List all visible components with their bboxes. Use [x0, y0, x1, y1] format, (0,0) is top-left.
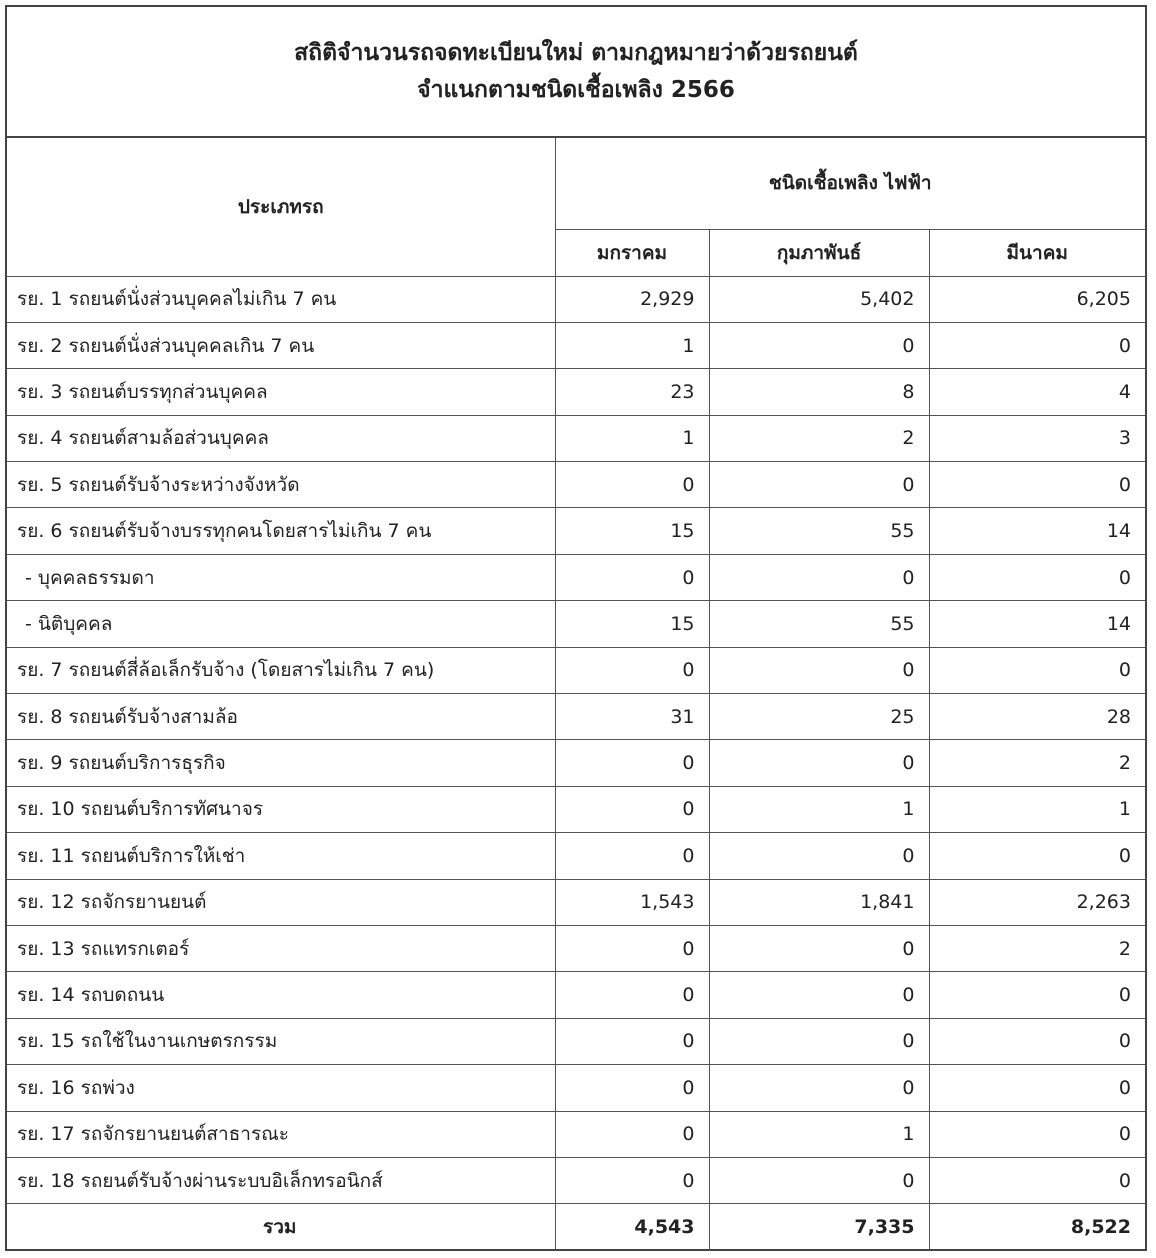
total-row — [7, 1204, 1145, 1250]
row-label: - บุคคลธรรมดา — [7, 554, 555, 600]
row-value: 0 — [929, 1018, 1145, 1064]
row-value: 2 — [929, 740, 1145, 786]
row-value: 0 — [555, 972, 709, 1018]
row-value: 8 — [709, 369, 929, 415]
row-label: รย. 4 รถยนต์สามล้อส่วนบุคคล — [7, 415, 555, 461]
fuel-type-header: ชนิดเชื้อเพลิง ไฟฟ้า — [555, 138, 1145, 229]
row-label: รย. 13 รถแทรกเตอร์ — [7, 925, 555, 971]
row-value: 0 — [555, 925, 709, 971]
row-value: 0 — [709, 554, 929, 600]
row-label: รย. 15 รถใช้ในงานเกษตรกรรม — [7, 1018, 555, 1064]
row-label: รย. 11 รถยนต์บริการให้เช่า — [7, 833, 555, 879]
row-value: 2 — [929, 925, 1145, 971]
registration-table — [7, 138, 1145, 1250]
table-row — [7, 462, 1145, 508]
row-value: 0 — [929, 554, 1145, 600]
table-row — [7, 415, 1145, 461]
row-value: 0 — [929, 647, 1145, 693]
row-label: รย. 7 รถยนต์สี่ล้อเล็กรับจ้าง (โดยสารไม่เกิน 7 คน) — [7, 647, 555, 693]
table-row — [7, 554, 1145, 600]
row-value: 0 — [555, 554, 709, 600]
row-value: 0 — [929, 462, 1145, 508]
row-value: 0 — [709, 972, 929, 1018]
title-line-1: สถิติจำนวนรถจดทะเบียนใหม่ ตามกฎหมายว่าด้วยรถยนต์ — [294, 39, 858, 66]
row-value: 0 — [555, 647, 709, 693]
row-label: รย. 3 รถยนต์บรรทุกส่วนบุคคล — [7, 369, 555, 415]
table-row — [7, 647, 1145, 693]
vehicle-type-header: ประเภทรถ — [7, 138, 555, 276]
table-row — [7, 1065, 1145, 1111]
row-value: 4 — [929, 369, 1145, 415]
table-row — [7, 694, 1145, 740]
row-label: รย. 1 รถยนต์นั่งส่วนบุคคลไม่เกิน 7 คน — [7, 276, 555, 322]
row-value: 0 — [929, 1111, 1145, 1157]
table-row — [7, 1018, 1145, 1064]
row-value: 14 — [929, 508, 1145, 554]
row-value: 0 — [929, 322, 1145, 368]
row-value: 2,929 — [555, 276, 709, 322]
row-value: 1,543 — [555, 879, 709, 925]
row-value: 1 — [929, 786, 1145, 832]
row-value: 15 — [555, 601, 709, 647]
total-value-march: 8,522 — [929, 1204, 1145, 1250]
table-row — [7, 276, 1145, 322]
row-label: รย. 9 รถยนต์บริการธุรกิจ — [7, 740, 555, 786]
month-header-february: กุมภาพันธ์ — [709, 229, 929, 276]
row-value: 0 — [709, 1157, 929, 1203]
row-label: รย. 16 รถพ่วง — [7, 1065, 555, 1111]
row-label: รย. 14 รถบดถนน — [7, 972, 555, 1018]
row-value: 0 — [709, 833, 929, 879]
row-value: 2,263 — [929, 879, 1145, 925]
table-row — [7, 369, 1145, 415]
month-header-march: มีนาคม — [929, 229, 1145, 276]
row-value: 0 — [555, 1018, 709, 1064]
table-row — [7, 972, 1145, 1018]
row-value: 1,841 — [709, 879, 929, 925]
row-value: 6,205 — [929, 276, 1145, 322]
row-label: รย. 12 รถจักรยานยนต์ — [7, 879, 555, 925]
row-value: 0 — [709, 462, 929, 508]
row-value: 2 — [709, 415, 929, 461]
total-value-february: 7,335 — [709, 1204, 929, 1250]
row-label: - นิติบุคคล — [7, 601, 555, 647]
statistics-sheet — [5, 5, 1147, 1251]
row-value: 14 — [929, 601, 1145, 647]
table-row — [7, 508, 1145, 554]
row-value: 55 — [709, 508, 929, 554]
row-value: 0 — [709, 1065, 929, 1111]
table-row — [7, 925, 1145, 971]
row-value: 0 — [929, 833, 1145, 879]
title-line-2: จำแนกตามชนิดเชื้อเพลิง 2566 — [417, 76, 735, 103]
row-value: 1 — [555, 415, 709, 461]
row-label: รย. 17 รถจักรยานยนต์สาธารณะ — [7, 1111, 555, 1157]
month-header-january: มกราคม — [555, 229, 709, 276]
table-row — [7, 879, 1145, 925]
row-value: 0 — [555, 786, 709, 832]
row-value: 5,402 — [709, 276, 929, 322]
row-value: 0 — [709, 322, 929, 368]
table-row — [7, 601, 1145, 647]
row-value: 0 — [555, 833, 709, 879]
row-value: 0 — [929, 1065, 1145, 1111]
table-row — [7, 786, 1145, 832]
row-label: รย. 10 รถยนต์บริการทัศนาจร — [7, 786, 555, 832]
row-value: 1 — [709, 786, 929, 832]
total-label: รวม — [7, 1204, 555, 1250]
row-label: รย. 18 รถยนต์รับจ้างผ่านระบบอิเล็กทรอนิกส์ — [7, 1157, 555, 1203]
row-value: 55 — [709, 601, 929, 647]
table-row — [7, 1157, 1145, 1203]
row-value: 0 — [555, 1111, 709, 1157]
row-value: 0 — [709, 925, 929, 971]
row-value: 31 — [555, 694, 709, 740]
row-value: 0 — [929, 972, 1145, 1018]
row-label: รย. 6 รถยนต์รับจ้างบรรทุกคนโดยสารไม่เกิน 7 คน — [7, 508, 555, 554]
row-value: 15 — [555, 508, 709, 554]
row-value: 25 — [709, 694, 929, 740]
row-value: 0 — [929, 1157, 1145, 1203]
row-value: 0 — [555, 1157, 709, 1203]
row-value: 23 — [555, 369, 709, 415]
table-row — [7, 833, 1145, 879]
title-box — [7, 7, 1145, 138]
row-value: 3 — [929, 415, 1145, 461]
row-value: 0 — [555, 462, 709, 508]
total-value-january: 4,543 — [555, 1204, 709, 1250]
row-value: 1 — [555, 322, 709, 368]
table-row — [7, 322, 1145, 368]
row-value: 0 — [555, 1065, 709, 1111]
table-row — [7, 740, 1145, 786]
row-value: 1 — [709, 1111, 929, 1157]
table-row — [7, 1111, 1145, 1157]
row-value: 28 — [929, 694, 1145, 740]
row-label: รย. 8 รถยนต์รับจ้างสามล้อ — [7, 694, 555, 740]
row-value: 0 — [709, 740, 929, 786]
row-value: 0 — [709, 1018, 929, 1064]
row-value: 0 — [555, 740, 709, 786]
row-label: รย. 5 รถยนต์รับจ้างระหว่างจังหวัด — [7, 462, 555, 508]
row-value: 0 — [709, 647, 929, 693]
row-label: รย. 2 รถยนต์นั่งส่วนบุคคลเกิน 7 คน — [7, 322, 555, 368]
